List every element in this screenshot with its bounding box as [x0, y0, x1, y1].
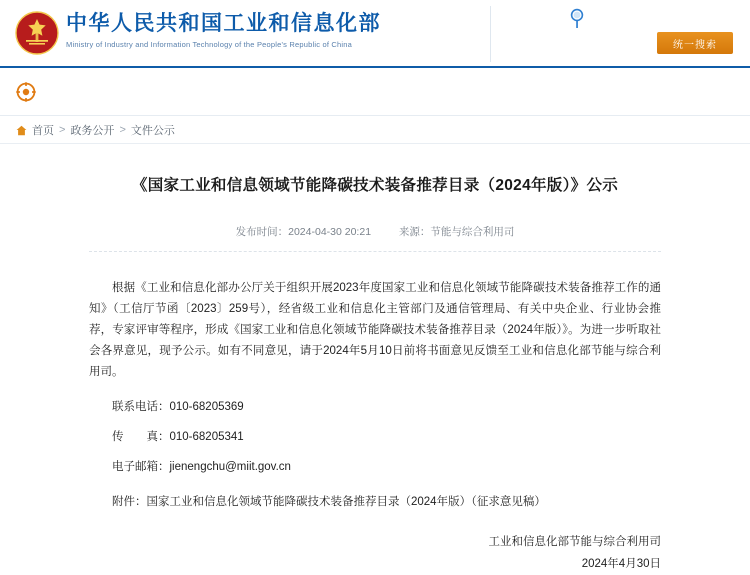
secondary-bar — [0, 68, 750, 116]
publish-time-label: 发布时间： — [235, 226, 289, 238]
contact-email: 电子邮箱：jienengchu@miit.gov.cn — [112, 461, 291, 473]
article-signature — [89, 531, 661, 575]
attachment-block — [89, 492, 661, 513]
contact-block — [89, 397, 661, 478]
signature-department: 工业和信息化部节能与综合利用司 — [488, 536, 661, 548]
home-icon — [16, 125, 27, 136]
breadcrumb-separator-1: > — [59, 123, 66, 136]
source-value: 节能与综合利用司 — [430, 226, 515, 238]
breadcrumb-item-document-notice[interactable]: 文件公示 — [130, 124, 175, 137]
source-label: 来源： — [398, 226, 431, 238]
breadcrumb — [0, 116, 750, 144]
body-paragraph-1: 根据《工业和信息化部办公厅关于组织开展2023年度国家工业和信息化领域节能降碳技术装备推荐工作的通知》（工信厅节函〔2023〕259号），经省级工业和信息化主管部门及通信管理局、有关中央企业、行业协会推荐，专家评审等程序，形成《国家工业和信息化领域节能降碳技术装备推荐目录（2024年版）》。为进一步听取社会各界意见，现予公示。如有不同意见，请于2024年5月10日前将书面意见反馈至工业和信息化部节能与综合利用司。 — [89, 282, 661, 378]
attachment-line[interactable]: 附件：国家工业和信息化领域节能降碳技术装备推荐目录（2024年版）（征求意见稿） — [112, 496, 546, 508]
article-meta — [89, 224, 661, 252]
breadcrumb-separator-2: > — [119, 123, 126, 136]
site-title-cn: 中华人民共和国工业和信息化部 — [66, 12, 381, 35]
contact-fax: 传 真：010-68205341 — [112, 431, 244, 443]
magnifier-icon[interactable] — [568, 8, 586, 30]
site-title-block — [66, 12, 381, 49]
breadcrumb-item-home[interactable]: 首页 — [32, 124, 54, 137]
site-title-en: Ministry of Industry and Information Technology of the People's Republic of China — [66, 40, 352, 49]
header-divider — [490, 6, 491, 62]
site-header — [0, 0, 750, 68]
breadcrumb-item-government-disclosure[interactable]: 政务公开 — [70, 124, 115, 137]
page-title: 《国家工业和信息领域节能降碳技术装备推荐目录（2024年版）》公示 — [131, 177, 619, 194]
article — [89, 144, 661, 575]
gear-logo-icon[interactable] — [16, 82, 36, 102]
signature-date: 2024年4月30日 — [581, 558, 661, 570]
unified-search-button[interactable]: 统一搜索 — [657, 32, 733, 54]
national-emblem-icon — [14, 10, 60, 56]
contact-phone: 联系电话：010-68205369 — [112, 401, 244, 413]
publish-time-value: 2024-04-30 20:21 — [288, 226, 372, 238]
article-body — [89, 278, 661, 513]
